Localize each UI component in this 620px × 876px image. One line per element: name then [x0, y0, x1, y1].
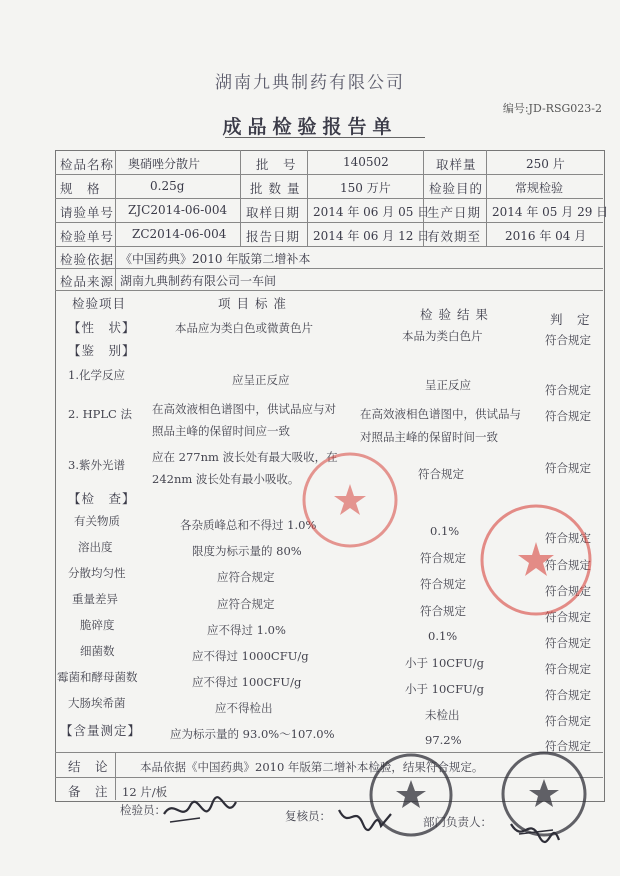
report-date: 2014 年 06 月 12 日 [313, 229, 430, 243]
product-name: 奥硝唑分散片 [128, 157, 201, 171]
col-result: 检 验 结 果 [420, 307, 489, 322]
row-standard: 本品应为类白色或微黄色片 [175, 321, 313, 335]
purpose-value: 常规检验 [515, 181, 564, 195]
conclusion-label: 结 论 [68, 759, 109, 774]
quality-seal-stamp [478, 502, 594, 618]
company-seal-stamp [300, 450, 400, 550]
document-code: 编号:JD-RSG023-2 [502, 102, 602, 115]
responsible-label: 部门负责人： [423, 815, 492, 829]
reviewer-label: 复核员： [285, 809, 331, 823]
title-underline [225, 137, 425, 138]
report-date-label: 报告日期 [246, 229, 301, 244]
row-item: 有关物质 [74, 514, 120, 528]
row-standard: 应不得过 100CFU/g [192, 675, 302, 689]
row-standard: 应为标示量的 93.0%～107.0% [170, 727, 335, 741]
product-name-label: 检品名称 [60, 157, 115, 172]
row-judgement: 符合规定 [545, 461, 591, 475]
row-judgement: 符合规定 [545, 610, 591, 624]
company-name: 湖南九典制药有限公司 [215, 73, 405, 93]
spec-value: 0.25g [150, 179, 185, 193]
row-item: 霉菌和酵母菌数 [57, 670, 138, 684]
row-result: 符合规定 [418, 467, 464, 481]
inspector-signature [160, 792, 240, 832]
basis-label: 检验依据 [60, 252, 115, 267]
row-standard: 应不得过 1000CFU/g [192, 649, 309, 663]
row-judgement: 符合规定 [545, 662, 591, 676]
row-item: 脆碎度 [80, 618, 115, 632]
batch-value: 140502 [343, 155, 389, 169]
valid-until: 2016 年 04 月 [505, 229, 587, 243]
row-standard: 在高效液相色谱图中，供试品应与对 [152, 402, 336, 416]
row-judgement: 符合规定 [545, 636, 591, 650]
row-standard-line2: 照品主峰的保留时间应一致 [152, 424, 290, 438]
spec-label: 规 格 [60, 181, 101, 196]
inspector-label: 检验员： [120, 803, 166, 817]
row-result: 符合规定 [420, 551, 466, 565]
row-standard: 应不得检出 [215, 701, 273, 715]
row-judgement: 符合规定 [545, 584, 591, 598]
prod-date-label: 生产日期 [427, 205, 482, 220]
row-standard-line2: 242nm 波长处有最小吸收。 [152, 472, 300, 486]
sample-date-label: 取样日期 [246, 205, 301, 220]
row-standard: 限度为标示量的 80% [192, 544, 302, 558]
sample-qty: 250 片 [526, 157, 565, 171]
row-judgement: 符合规定 [545, 531, 591, 545]
row-item: 大肠埃希菌 [68, 696, 126, 710]
row-item: 【鉴 别】 [68, 343, 136, 358]
row-item: 细菌数 [80, 644, 115, 658]
row-result: 呈正反应 [425, 378, 471, 392]
row-standard: 各杂质峰总和不得过 1.0% [180, 518, 317, 532]
row-result: 符合规定 [420, 577, 466, 591]
sample-qty-label: 取样量 [436, 157, 477, 172]
row-judgement: 符合规定 [545, 688, 591, 702]
inspect-no-label: 检验单号 [60, 229, 115, 244]
valid-until-label: 有效期至 [427, 229, 482, 244]
row-item: 3.紫外光谱 [68, 458, 125, 472]
row-standard: 应在 277nm 波长处有最大吸收，在 [152, 450, 338, 464]
remark-label: 备 注 [68, 784, 109, 799]
quality-dept-stamp-right [500, 750, 588, 838]
col-item: 检验项目 [72, 296, 127, 311]
row-judgement: 符合规定 [545, 409, 591, 423]
row-result: 本品为类白色片 [402, 329, 483, 343]
row-standard: 应呈正反应 [232, 373, 290, 387]
row-item: 重量差异 [72, 592, 118, 606]
row-standard: 应符合规定 [217, 597, 275, 611]
row-judgement: 符合规定 [545, 383, 591, 397]
prod-date: 2014 年 05 月 29 日 [492, 205, 609, 219]
row-result: 未检出 [425, 708, 460, 722]
row-result: 97.2% [425, 733, 462, 747]
col-judgement: 判 定 [550, 312, 591, 327]
batch-qty-label: 批 数 量 [250, 181, 301, 196]
sample-date: 2014 年 06 月 05 日 [313, 205, 430, 219]
remark-text: 12 片/板 [122, 785, 168, 799]
report-title: 成品检验报告单 [222, 116, 398, 138]
basis-value: 《中国药典》2010 年版第二增补本 [120, 252, 311, 266]
inspect-no: ZC2014-06-004 [132, 227, 227, 241]
row-judgement: 符合规定 [545, 558, 591, 572]
row-judgement: 符合规定 [545, 739, 591, 753]
row-item: 【检 查】 [68, 491, 136, 506]
row-item: 2. HPLC 法 [68, 407, 132, 421]
source-value: 湖南九典制药有限公司一车间 [120, 274, 277, 288]
quality-dept-stamp-left [368, 752, 454, 838]
row-result: 0.1% [428, 629, 458, 643]
row-result: 小于 10CFU/g [405, 656, 484, 670]
row-result: 小于 10CFU/g [405, 682, 484, 696]
row-item: 【性 状】 [68, 320, 136, 335]
row-item: 1.化学反应 [68, 368, 125, 382]
row-result: 符合规定 [420, 604, 466, 618]
row-judgement: 符合规定 [545, 714, 591, 728]
row-standard: 应符合规定 [217, 570, 275, 584]
source-label: 检品来源 [60, 274, 115, 289]
batch-label: 批 号 [256, 157, 297, 172]
row-result: 0.1% [430, 524, 460, 538]
request-no: ZJC2014-06-004 [128, 203, 228, 217]
row-item: 【含量测定】 [60, 723, 142, 738]
row-result-line2: 对照品主峰的保留时间一致 [360, 430, 498, 444]
row-item: 分散均匀性 [68, 566, 126, 580]
row-result: 在高效液相色谱图中，供试品与 [360, 407, 521, 421]
row-standard: 应不得过 1.0% [207, 623, 286, 637]
row-item: 溶出度 [78, 540, 113, 554]
batch-qty: 150 万片 [340, 181, 391, 195]
row-judgement: 符合规定 [545, 333, 591, 347]
purpose-label: 检验目的 [429, 181, 484, 196]
col-standard: 项 目 标 准 [218, 296, 287, 311]
request-no-label: 请验单号 [60, 205, 115, 220]
conclusion-text: 本品依据《中国药典》2010 年版第二增补本检验，结果符合规定。 [140, 760, 484, 774]
